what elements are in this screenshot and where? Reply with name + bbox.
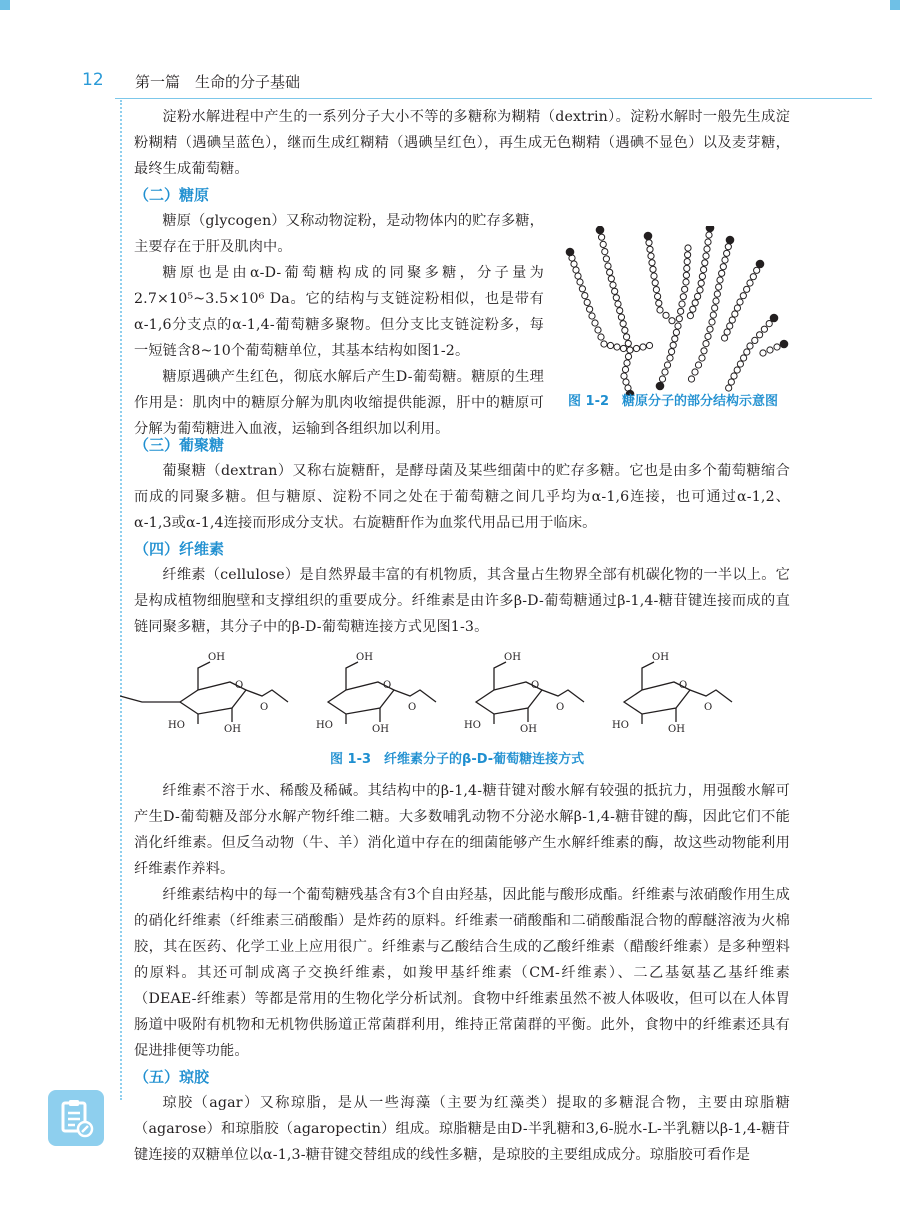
glucose-unit	[690, 306, 696, 312]
glucose-unit	[589, 313, 595, 319]
ch2oh-bond	[346, 662, 358, 690]
ho-label: HO	[168, 720, 185, 731]
glucose-unit	[761, 326, 767, 332]
oh-label: OH	[668, 724, 685, 735]
section-heading-agar: （五）琼胶	[134, 1068, 210, 1086]
glucose-unit	[744, 349, 750, 355]
glycosidic-bond	[394, 690, 436, 702]
glucose-unit	[648, 253, 654, 259]
glucose-unit	[734, 367, 740, 373]
glucose-unit	[679, 301, 685, 307]
glucose-unit	[727, 323, 733, 329]
ch2oh-bond	[494, 662, 506, 690]
glucose-unit	[719, 270, 725, 276]
corner-mark-top-left	[0, 0, 10, 10]
glucose-unit	[724, 329, 730, 335]
glucose-unit	[647, 246, 653, 252]
glucose-unit	[656, 300, 662, 306]
clipboard-edit-icon[interactable]	[48, 1090, 104, 1146]
glucose-unit	[623, 334, 629, 340]
glucose-unit	[595, 327, 601, 333]
glucose-unit	[618, 314, 624, 320]
glucose-unit	[722, 257, 728, 263]
oh-label: OH	[224, 724, 241, 735]
nonreducing-end	[756, 260, 765, 269]
glucose-unit	[734, 305, 740, 311]
glucose-unit	[664, 362, 670, 368]
glycosidic-bond	[246, 690, 288, 702]
glucose-unit	[622, 327, 628, 333]
glycosidic-oxygen-label: O	[408, 702, 417, 713]
glucose-unit	[680, 294, 686, 300]
glucose-unit	[676, 316, 682, 322]
glucose-unit	[577, 279, 583, 285]
ring-oxygen-label: O	[235, 680, 244, 691]
ch2oh-bond	[198, 662, 210, 690]
paragraph-dextrin: 淀粉水解进程中产生的一系列分子大小不等的多糖称为糊精（dextrin）。淀粉水解时一般先生成淀粉糊精（遇碘呈蓝色），继而生成红糊精（遇碘呈红色），再生成无色糊精（遇碘不显色）以及麦芽糖，最终生成葡萄糖。	[134, 109, 790, 177]
glucose-unit	[704, 246, 710, 252]
glucose-unit	[699, 355, 705, 361]
glucose-unit	[615, 301, 621, 307]
glucose-unit	[605, 263, 611, 269]
glucose-unit	[650, 266, 656, 272]
glycosidic-oxygen-label: O	[556, 702, 565, 713]
glucose-unit	[601, 341, 607, 347]
nonreducing-end	[770, 314, 779, 323]
glucose-unit	[625, 340, 631, 346]
glucose-unit	[741, 355, 747, 361]
chain-start-bond	[120, 696, 180, 702]
nonreducing-end	[644, 232, 653, 241]
glucose-unit	[625, 353, 631, 359]
oh-label: OH	[208, 652, 225, 663]
glycosidic-oxygen-label: O	[704, 702, 713, 713]
glucose-unit	[716, 284, 722, 290]
glucose-unit	[766, 321, 772, 327]
glucose-unit	[747, 280, 753, 286]
glucose-unit	[617, 307, 623, 313]
ho-label: HO	[316, 720, 333, 731]
cellulose-structure-figure	[134, 644, 790, 772]
glucose-unit	[602, 249, 608, 255]
glucose-unit	[627, 347, 633, 353]
glucose-unit	[731, 373, 737, 379]
glucose-unit	[667, 355, 673, 361]
paragraph-cellulose-1: 纤维素（cellulose）是自然界最丰富的有机物质，其含量占生物界全部有机碳化物的一半以上。它是构成植物细胞壁和支撑组织的重要成分。纤维素是由许多β-D-葡萄糖通过β-1,4-糖苷键连接而成的直链同聚多糖，其分子中的β-D-葡萄糖连接方式见图1-3。	[134, 567, 790, 635]
glucose-unit	[608, 276, 614, 282]
clipboard-edit-icon-graphic	[48, 1090, 104, 1146]
glucose-unit	[705, 333, 711, 339]
nonreducing-end	[596, 226, 605, 234]
running-head: 第一篇 生命的分子基础	[135, 73, 301, 91]
glucose-unit	[721, 335, 727, 341]
glucose-unit	[610, 282, 616, 288]
oh-label: OH	[356, 652, 373, 663]
glucose-unit	[621, 373, 627, 379]
nonreducing-end	[656, 382, 665, 391]
glucose-unit	[624, 360, 630, 366]
nonreducing-end	[780, 340, 789, 349]
paragraph-agar: 琼胶（agar）又称琼脂，是从一些海藻（主要为红藻类）提取的多糖混合物，主要由琼脂糖（agarose）和琼脂胶（agaropectin）组成。琼脂糖是由D-半乳糖和3,6-脱水-L-半乳糖以β-1,4-糖苷键连接的双糖单位以α-1,3-糖苷键交替组成的线性多糖，是琼胶的主要组成成分。琼脂胶可看作是	[134, 1095, 790, 1163]
glucose-unit	[737, 361, 743, 367]
glucose-unit	[701, 348, 707, 354]
glucose-unit	[695, 293, 701, 299]
paragraph-cellulose-3: 纤维素结构中的每一个葡萄糖残基含有3个自由羟基，因此能与酸形成酯。纤维素与浓硝酸作用生成的硝化纤维素（纤维素三硝酸酯）是炸药的原料。纤维素一硝酸酯和二硝酸酯混合物的醇醚溶液为火棉胶，其在医药、化学工业上应用很广。纤维素与乙酸结合生成的乙酸纤维素（醋酸纤维素）是多种塑料的原料。其还可制成离子交换纤维素，如羧甲基纤维素（CM-纤维素）、二乙基氨基乙基纤维素（DEAE-纤维素）等都是常用的生物化学分析试剂。食物中纤维素虽然不被人体吸收，但可以在人体胃肠道中吸附有机物和无机物供肠道正常菌群利用，维持正常菌群的平衡。此外，食物中的纤维素还具有促进排便等功能。	[134, 887, 790, 1059]
glucose-unit	[703, 253, 709, 259]
glucose-unit	[692, 369, 698, 375]
glucose-unit	[713, 298, 719, 304]
glucose-unit	[649, 260, 655, 266]
glucose-unit	[620, 345, 626, 351]
paragraph-glycogen-3: 糖原遇碘产生红色，彻底水解后产生D-葡萄糖。糖原的生理作用是：肌肉中的糖原分解为肌肉收缩提供能源，肝中的糖原可分解为葡萄糖进入血液，运输到各组织加以利用。	[134, 369, 544, 437]
glucose-unit	[757, 332, 763, 338]
glucose-unit	[767, 347, 773, 353]
glucose-unit	[688, 376, 694, 382]
oh-label: OH	[520, 724, 537, 735]
glucose-unit	[712, 305, 718, 311]
paragraph-glycogen-2: 糖原也是由α-D-葡萄糖构成的同聚多糖，分子量为2.7×10⁵~3.5×10⁶ Da。它的结构与支链淀粉相似，也是带有α-1,6分支点的α-1,4-葡萄糖多聚物。但分支比支链淀粉多，每一短链含8~10个葡萄糖单位，其基本结构如图1-2。	[134, 265, 544, 359]
glucose-unit	[633, 345, 639, 351]
glucose-unit	[707, 326, 713, 332]
glucose-unit	[662, 369, 668, 375]
glucose-unit	[682, 286, 688, 292]
glucose-unit	[579, 286, 585, 292]
glucose-unit	[728, 379, 734, 385]
glucose-unit	[640, 344, 646, 350]
glucose-unit	[663, 312, 669, 318]
glucose-unit	[670, 342, 676, 348]
glucose-unit	[599, 234, 605, 240]
glucose-unit	[703, 341, 709, 347]
section-heading-dextran: （三）葡聚糖	[134, 436, 225, 454]
ho-label: HO	[464, 720, 481, 731]
glucose-unit	[655, 293, 661, 299]
glucose-unit	[612, 288, 618, 294]
glycogen-block	[134, 208, 790, 437]
glucose-unit	[614, 344, 620, 350]
page-content	[134, 104, 790, 1168]
glucose-unit	[657, 307, 663, 313]
nonreducing-end	[566, 248, 575, 257]
glucose-unit	[683, 272, 689, 278]
glucose-unit	[571, 261, 577, 267]
ring-oxygen-label: O	[383, 680, 392, 691]
glucose-unit	[737, 299, 743, 305]
paragraph-cellulose-2: 纤维素不溶于水、稀酸及稀碱。其结构中的β-1,4-糖苷键对酸水解有较强的抵抗力，用强酸水解可产生D-葡萄糖及部分水解产物纤维二糖。大多数哺乳动物不分泌水解β-1,4-糖苷键的酶，因此它们不能消化纤维素。但反刍动物（牛、羊）消化道中存在的细菌能够产生水解纤维素的酶，故这些动物能利用纤维素作养料。	[134, 783, 790, 877]
glucose-unit	[698, 280, 704, 286]
glucose-unit	[709, 319, 715, 325]
oh-label: OH	[652, 652, 669, 663]
cellulose-chain-diagram	[120, 644, 800, 744]
glucose-unit	[706, 232, 712, 238]
oh-label: OH	[372, 724, 389, 735]
ho-label: HO	[612, 720, 629, 731]
nonreducing-end	[706, 226, 715, 232]
glucose-unit	[620, 321, 626, 327]
margin-dotted-rule	[120, 100, 122, 1100]
figure-caption-glycogen: 图 1-2 糖原分子的部分结构示意图	[568, 394, 779, 409]
oh-label: OH	[504, 652, 521, 663]
glucose-unit	[622, 366, 628, 372]
glucose-unit	[651, 273, 657, 279]
glucose-unit	[598, 334, 604, 340]
glucose-unit	[697, 287, 703, 293]
glucose-unit	[652, 280, 658, 286]
glycogen-structure-diagram	[560, 226, 800, 396]
glucose-unit	[669, 318, 675, 324]
glycosidic-bond	[690, 690, 732, 702]
glucose-unit	[684, 265, 690, 271]
glucose-unit	[582, 293, 588, 299]
glucose-unit	[673, 329, 679, 335]
glucose-unit	[603, 256, 609, 262]
paragraph-dextran: 葡聚糖（dextran）又称右旋糖酐，是酵母菌及某些细菌中的贮存多糖。它也是由多个葡萄糖缩合而成的同聚多糖。但与糖原、淀粉不同之处在于葡萄糖之间几乎均为α-1,6连接，也可通过α-1,2、α-1,3或α-1,4连接而形成分支状。右旋糖酐作为血浆代用品已用于临床。	[134, 463, 790, 531]
glucose-unit	[646, 240, 652, 246]
glucose-unit	[760, 350, 766, 356]
glucose-unit	[692, 300, 698, 306]
glucose-unit	[575, 273, 581, 279]
glucose-unit	[646, 342, 652, 348]
glucose-unit	[724, 250, 730, 256]
glucose-unit	[659, 376, 665, 382]
glycosidic-bond	[542, 690, 584, 702]
section-heading-cellulose: （四）纤维素	[134, 540, 225, 558]
glycogen-text	[134, 208, 544, 442]
paragraph-glycogen-1: 糖原（glycogen）又称动物淀粉，是动物体内的贮存多糖，主要存在于肝及肌肉中。	[134, 213, 544, 255]
glucose-unit	[750, 274, 756, 280]
glucose-unit	[623, 379, 629, 385]
glucose-unit	[613, 295, 619, 301]
glucose-unit	[685, 252, 691, 258]
glucose-unit	[725, 244, 731, 250]
glucose-unit	[752, 337, 758, 343]
ring-oxygen-label: O	[679, 680, 688, 691]
glucose-unit	[600, 241, 606, 247]
nonreducing-end	[726, 236, 735, 245]
glucose-unit	[684, 259, 690, 265]
glycosidic-oxygen-label: O	[260, 702, 269, 713]
glycogen-structure-figure	[560, 226, 800, 406]
glucose-unit	[710, 312, 716, 318]
glucose-unit	[701, 267, 707, 273]
glucose-unit	[732, 311, 738, 317]
glucose-unit	[754, 267, 760, 273]
glucose-unit	[729, 317, 735, 323]
glucose-unit	[683, 279, 689, 285]
glucose-unit	[607, 269, 613, 275]
figure-caption-cellulose: 图 1-3 纤维素分子的β-D-葡萄糖连接方式	[330, 752, 585, 767]
ch2oh-bond	[642, 662, 654, 690]
glucose-unit	[702, 260, 708, 266]
glucose-unit	[669, 349, 675, 355]
glucose-unit	[717, 277, 723, 283]
glucose-unit	[720, 264, 726, 270]
glucose-unit	[653, 287, 659, 293]
section-heading-glycogen: （二）糖原	[134, 186, 210, 204]
glucose-unit	[705, 239, 711, 245]
glucose-unit	[714, 291, 720, 297]
glucose-unit	[747, 343, 753, 349]
page-number: 12	[82, 70, 104, 90]
glucose-unit	[607, 342, 613, 348]
glucose-unit	[675, 323, 681, 329]
glucose-unit	[678, 308, 684, 314]
glucose-unit	[587, 306, 593, 312]
header-rule	[115, 98, 872, 99]
glucose-unit	[672, 336, 678, 342]
glucose-unit	[573, 267, 579, 273]
glucose-unit	[584, 299, 590, 305]
glucose-unit	[740, 293, 746, 299]
ring-oxygen-label: O	[531, 680, 540, 691]
glucose-unit	[699, 273, 705, 279]
glucose-unit	[592, 320, 598, 326]
glucose-unit	[685, 245, 691, 251]
corner-mark-top-right	[890, 0, 900, 10]
glucose-unit	[687, 313, 693, 319]
glucose-unit	[744, 286, 750, 292]
glucose-unit	[774, 344, 780, 350]
glucose-unit	[695, 362, 701, 368]
